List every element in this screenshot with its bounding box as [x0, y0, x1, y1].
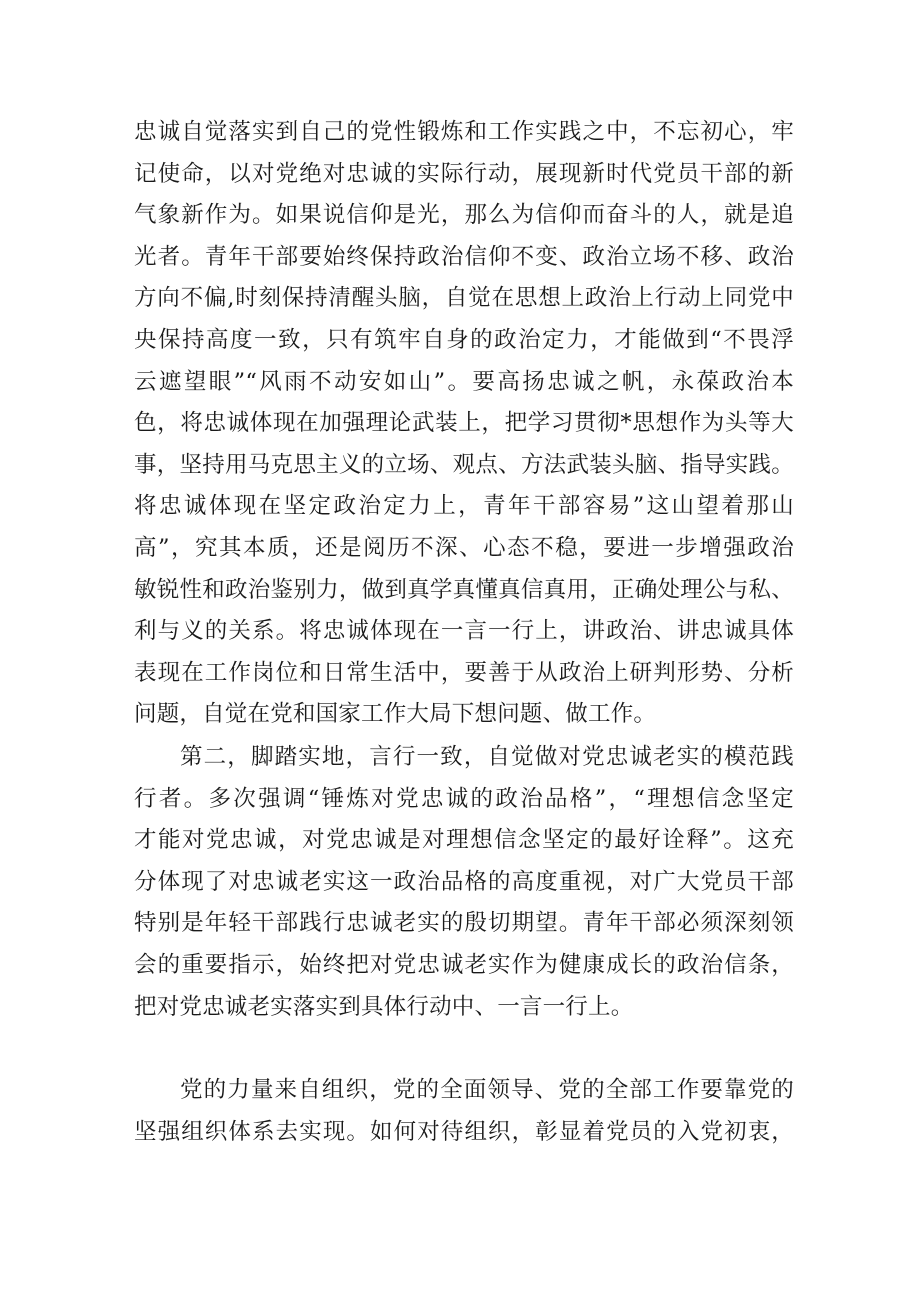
text-line: 坚强组织体系去实现。如何对待组织，彰显着党员的入党初衷，: [134, 1118, 794, 1145]
text-line: 色，将忠诚体现在加强理论武装上，把学习贯彻*思想作为头等大: [134, 410, 794, 437]
paragraph-loyalty-practice: [134, 112, 794, 736]
text-line: 央保持高度一致，只有筑牢自身的政治定力，才能做到“不畏浮: [134, 326, 794, 353]
text-line: 分体现了对忠诚老实这一政治品格的高度重视，对广大党员干部: [134, 868, 794, 895]
text-line: 高”，究其本质，还是阅历不深、心态不稳，要进一步增强政治: [134, 534, 794, 561]
text-line: 利与义的关系。将忠诚体现在一言一行上，讲政治、讲忠诚具体: [134, 618, 794, 645]
text-line: 忠诚自觉落实到自己的党性锻炼和工作实践之中，不忘初心，牢: [134, 119, 794, 145]
text-line: 特别是年轻干部践行忠诚老实的殷切期望。青年干部必须深刻领: [134, 910, 794, 937]
text-line: 记使命，以对党绝对忠诚的实际行动，展现新时代党员干部的新: [134, 160, 794, 187]
text-line: 才能对党忠诚，对党忠诚是对理想信念坚定的最好诠释”。这充: [134, 827, 794, 854]
text-line: 将忠诚体现在坚定政治定力上，青年干部容易”这山望着那山: [134, 493, 794, 520]
text-line: 光者。青年干部要始终保持政治信仰不变、政治立场不移、政治: [134, 243, 794, 270]
text-line: 气象新作为。如果说信仰是光，那么为信仰而奋斗的人，就是追: [134, 202, 794, 229]
paragraph-organization: [134, 1070, 794, 1153]
text-line: 方向不偏,时刻保持清醒头脑，自觉在思想上政治上行动上同党中: [134, 285, 794, 312]
text-line: 表现在工作岗位和日常生活中，要善于从政治上研判形势、分析: [134, 659, 794, 686]
text-line: 事，坚持用马克思主义的立场、观点、方法武装头脑、指导实践。: [134, 451, 794, 478]
text-line: 把对党忠诚老实落实到具体行动中、一言一行上。: [134, 993, 634, 1020]
text-line: 行者。多次强调“锤炼对党忠诚的政治品格”，“理想信念坚定: [134, 785, 794, 812]
text-line: 问题，自觉在党和国家工作大局下想问题、做工作。: [134, 701, 657, 728]
text-line: 党的力量来自组织，党的全面领导、党的全部工作要靠党的: [180, 1077, 794, 1103]
text-line: 云遮望眼”“风雨不动安如山”。要高扬忠诚之帆，永葆政治本: [134, 368, 794, 395]
text-line: 会的重要指示，始终把对党忠诚老实作为健康成长的政治信条，: [134, 951, 794, 978]
paragraph-second-point: [134, 737, 794, 1028]
text-line: 敏锐性和政治鉴别力，做到真学真懂真信真用，正确处理公与私、: [134, 576, 794, 603]
text-line: 第二，脚踏实地，言行一致，自觉做对党忠诚老实的模范践: [180, 744, 794, 770]
